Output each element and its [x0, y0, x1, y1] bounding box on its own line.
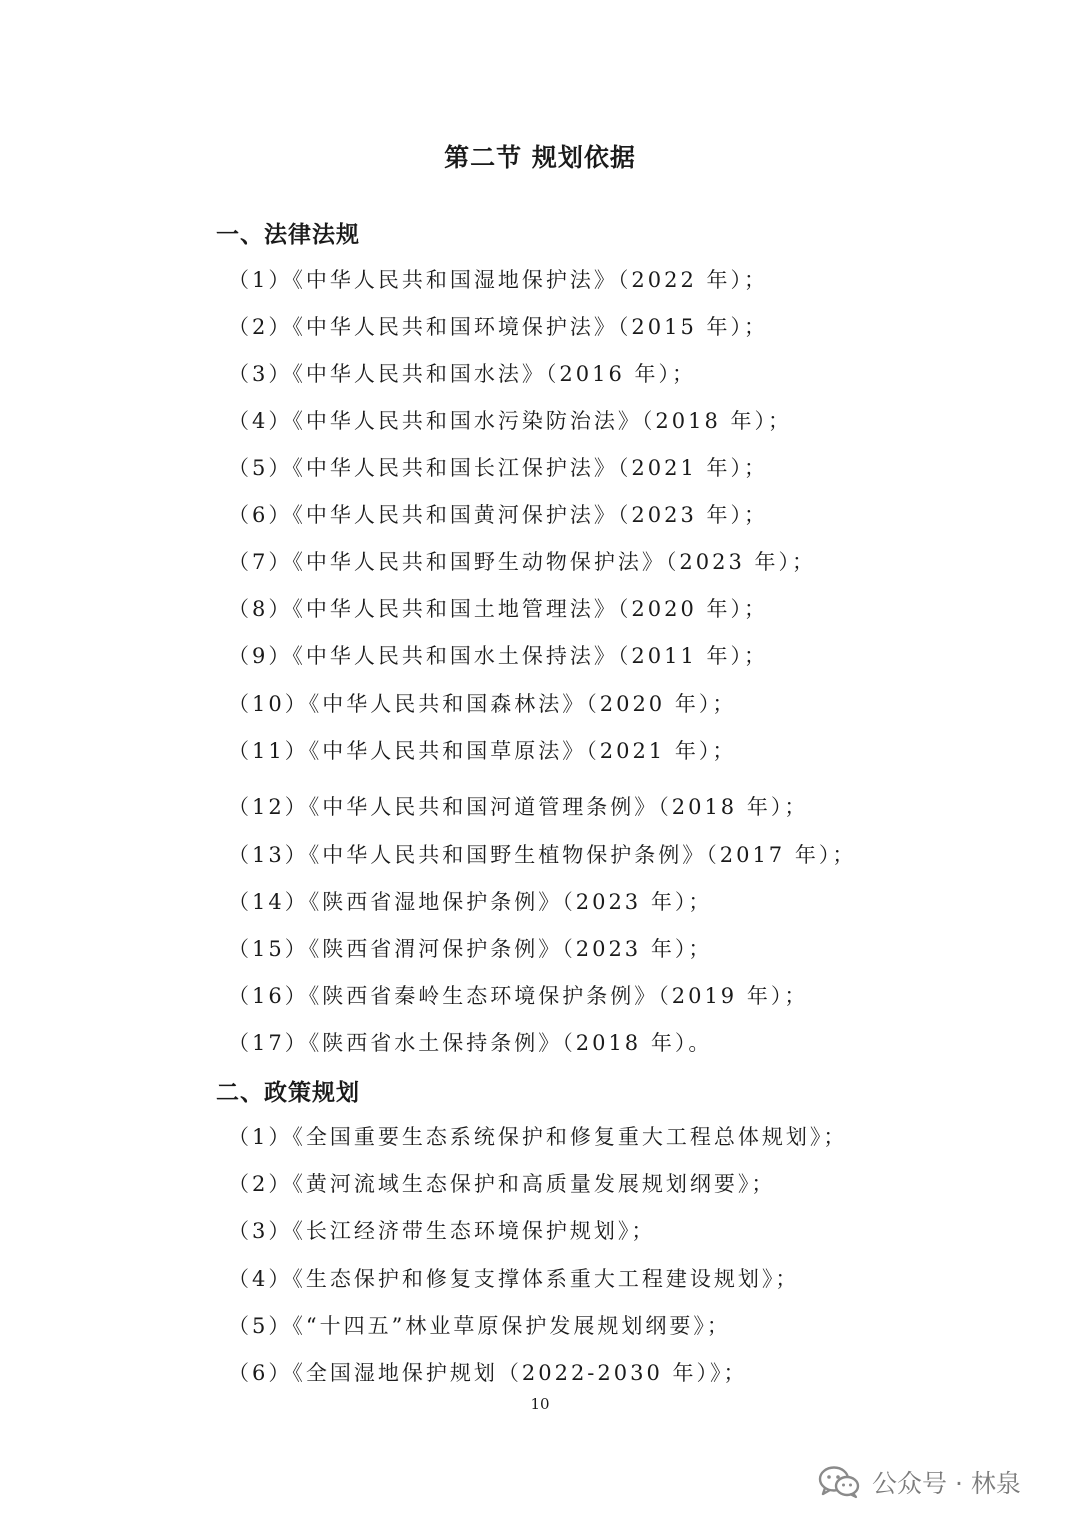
list-item: （5）《中华人民共和国长江保护法》（2021 年）； — [228, 456, 768, 480]
list-item: （4）《生态保护和修复支撑体系重大工程建设规划》； — [228, 1267, 800, 1291]
list-item: （17）《陕西省水土保持条例》（2018 年）。 — [228, 1031, 713, 1055]
list-item: （1）《中华人民共和国湿地保护法》（2022 年）； — [228, 268, 768, 292]
list-item: （3）《长江经济带生态环境保护规划》； — [228, 1219, 656, 1243]
list-item: （13）《中华人民共和国野生植物保护条例》（2017 年）； — [228, 843, 857, 867]
list-item: （1）《全国重要生态系统保护和修复重大工程总体规划》； — [228, 1125, 848, 1149]
list-item: （14）《陕西省湿地保护条例》（2023 年）； — [228, 890, 713, 914]
wechat-icon — [818, 1465, 860, 1499]
list-item: （9）《中华人民共和国水土保持法》（2011 年）； — [228, 644, 768, 668]
list-item: （7）《中华人民共和国野生动物保护法》（2023 年）； — [228, 550, 816, 574]
section-heading-laws: 一、法律法规 — [216, 222, 360, 248]
section-title: 第二节 规划依据 — [444, 143, 636, 172]
watermark-text: 公众号 · 林泉 — [872, 1469, 1021, 1498]
list-item: （4）《中华人民共和国水污染防治法》（2018 年）； — [228, 409, 792, 433]
page-number: 10 — [530, 1395, 550, 1413]
list-item: （12）《中华人民共和国河道管理条例》（2018 年）； — [228, 795, 809, 819]
section-heading-policies: 二、政策规划 — [216, 1080, 360, 1106]
list-item: （6）《全国湿地保护规划（2022-2030 年）》； — [228, 1361, 748, 1385]
list-item: （8）《中华人民共和国土地管理法》（2020 年）； — [228, 597, 768, 621]
list-item: （16）《陕西省秦岭生态环境保护条例》（2019 年）； — [228, 984, 809, 1008]
watermark — [818, 1462, 1021, 1502]
list-item: （3）《中华人民共和国水法》（2016 年）； — [228, 362, 696, 386]
list-item: （5）《“十四五”林业草原保护发展规划纲要》； — [228, 1314, 731, 1338]
list-item: （11）《中华人民共和国草原法》（2021 年）； — [228, 739, 737, 763]
list-item: （2）《黄河流域生态保护和高质量发展规划纲要》； — [228, 1172, 776, 1196]
list-item: （10）《中华人民共和国森林法》（2020 年）； — [228, 692, 737, 716]
list-item: （15）《陕西省渭河保护条例》（2023 年）； — [228, 937, 713, 961]
list-item: （6）《中华人民共和国黄河保护法》（2023 年）； — [228, 503, 768, 527]
list-item: （2）《中华人民共和国环境保护法》（2015 年）； — [228, 315, 768, 339]
